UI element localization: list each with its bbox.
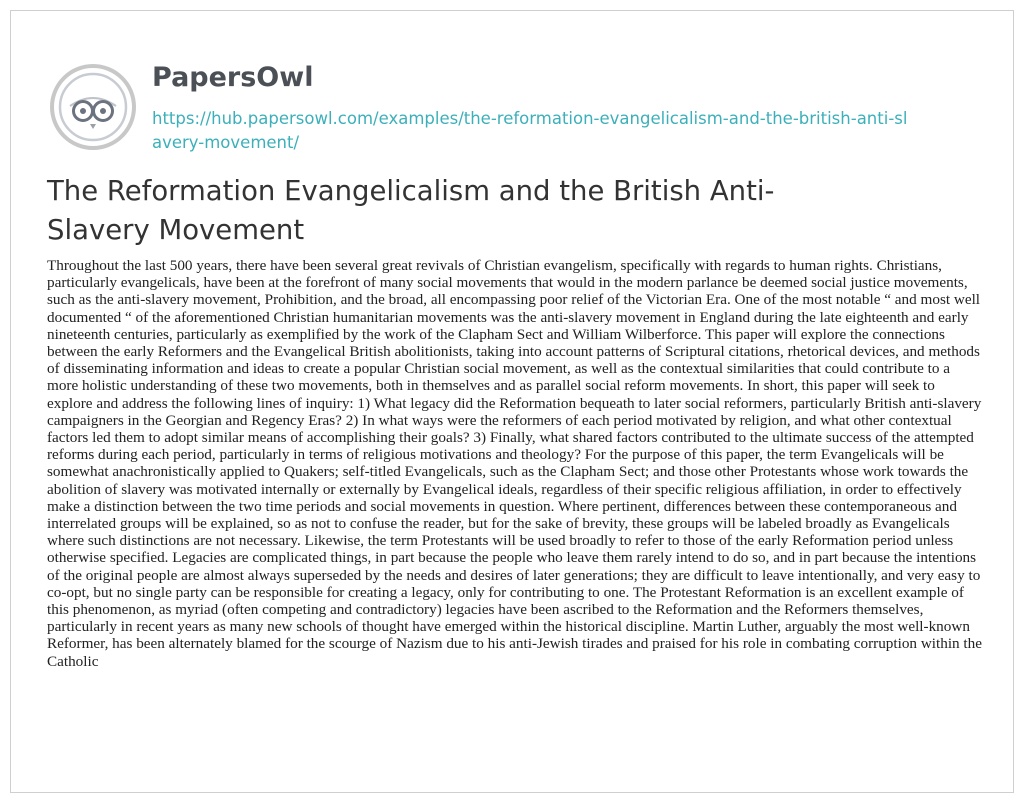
brand-name: PapersOwl (152, 62, 314, 93)
page-title: The Reformation Evangelicalism and the British Anti-Slavery Movement (47, 175, 775, 246)
source-url-link[interactable]: https://hub.papersowl.com/examples/the-reformation-evangelicalism-and-the-british-anti-slavery-movement/ (152, 109, 908, 152)
owl-icon (48, 62, 138, 152)
essay-body: Throughout the last 500 years, there have been several great revivals of Christian evangelism, specifically with regards to human rights. Christians, particularly evangelicals, have been at the forefront of many social movements that would in the modern parlance be deemed social justice movements, such as the anti-slavery movement, Prohibition, and the broad, all encompassing poor relief of the Victorian Era. One of the most notable “ and most well documented “ of the aforementioned Christian humanitarian movements was the anti-slavery movement in England during the late eighteenth and early nineteenth centuries, particularly as exemplified by the work of the Clapham Sect and William Wilberforce. This paper will explore the connections between the early Reformers and the Evangelical British abolitionists, taking into account patterns of Scriptural citations, rhetorical devices, and methods of disseminating information and ideas to create a popular Christian social movement, as well as the contextual similarities that could contribute to a more holistic understanding of these two movements, both in themselves and as parallel social reform movements. In short, this paper will seek to explore and address the following lines of inquiry: 1) What legacy did the Reformation bequeath to later social reformers, particularly British anti-slavery campaigners in the Georgian and Regency Eras? 2) In what ways were the reformers of each period motivated by religion, and what other contextual factors led them to adopt similar means of accomplishing their goals? 3) Finally, what shared factors contributed to the ultimate success of the attempted reforms during each period, particularly in terms of religious motivations and theology? For the purpose of this paper, the term Evangelicals will be somewhat anachronistically applied to Quakers; self-titled Evangelicals, such as the Clapham Sect; and those other Protestants whose work towards the abolition of slavery was motivated internally or externally by Evangelical ideals, regardless of their specific religious affiliation, in order to effectively make a distinction between the two time periods and social movements in question. Where pertinent, differences between these contemporaneous and interrelated groups will be explained, so as not to confuse the reader, but for the sake of brevity, these groups will be labeled broadly as Evangelicals where such distinctions are not necessary. Likewise, the term Protestants will be used broadly to refer to those of the early Reformation period unless otherwise specified. Legacies are complicated things, in part because the people who leave them rarely intend to do so, and in part because the intentions of the original people are almost always superseded by the needs and desires of later generations; they are difficult to leave intentionally, and very easy to co-opt, but no single party can be responsible for creating a legacy, only for contributing to one. The Protestant Reformation is an excellent example of this phenomenon, as myriad (often competing and contradictory) legacies have been ascribed to the Reformation and the Reformers themselves, particularly in recent years as many new schools of thought have emerged within the historical discipline. Martin Luther, arguably the most well-known Reformer, has been alternately blamed for the scourge of Nazism due to his anti-Jewish tirades and praised for his role in combating corruption within the Catholic (47, 257, 982, 670)
